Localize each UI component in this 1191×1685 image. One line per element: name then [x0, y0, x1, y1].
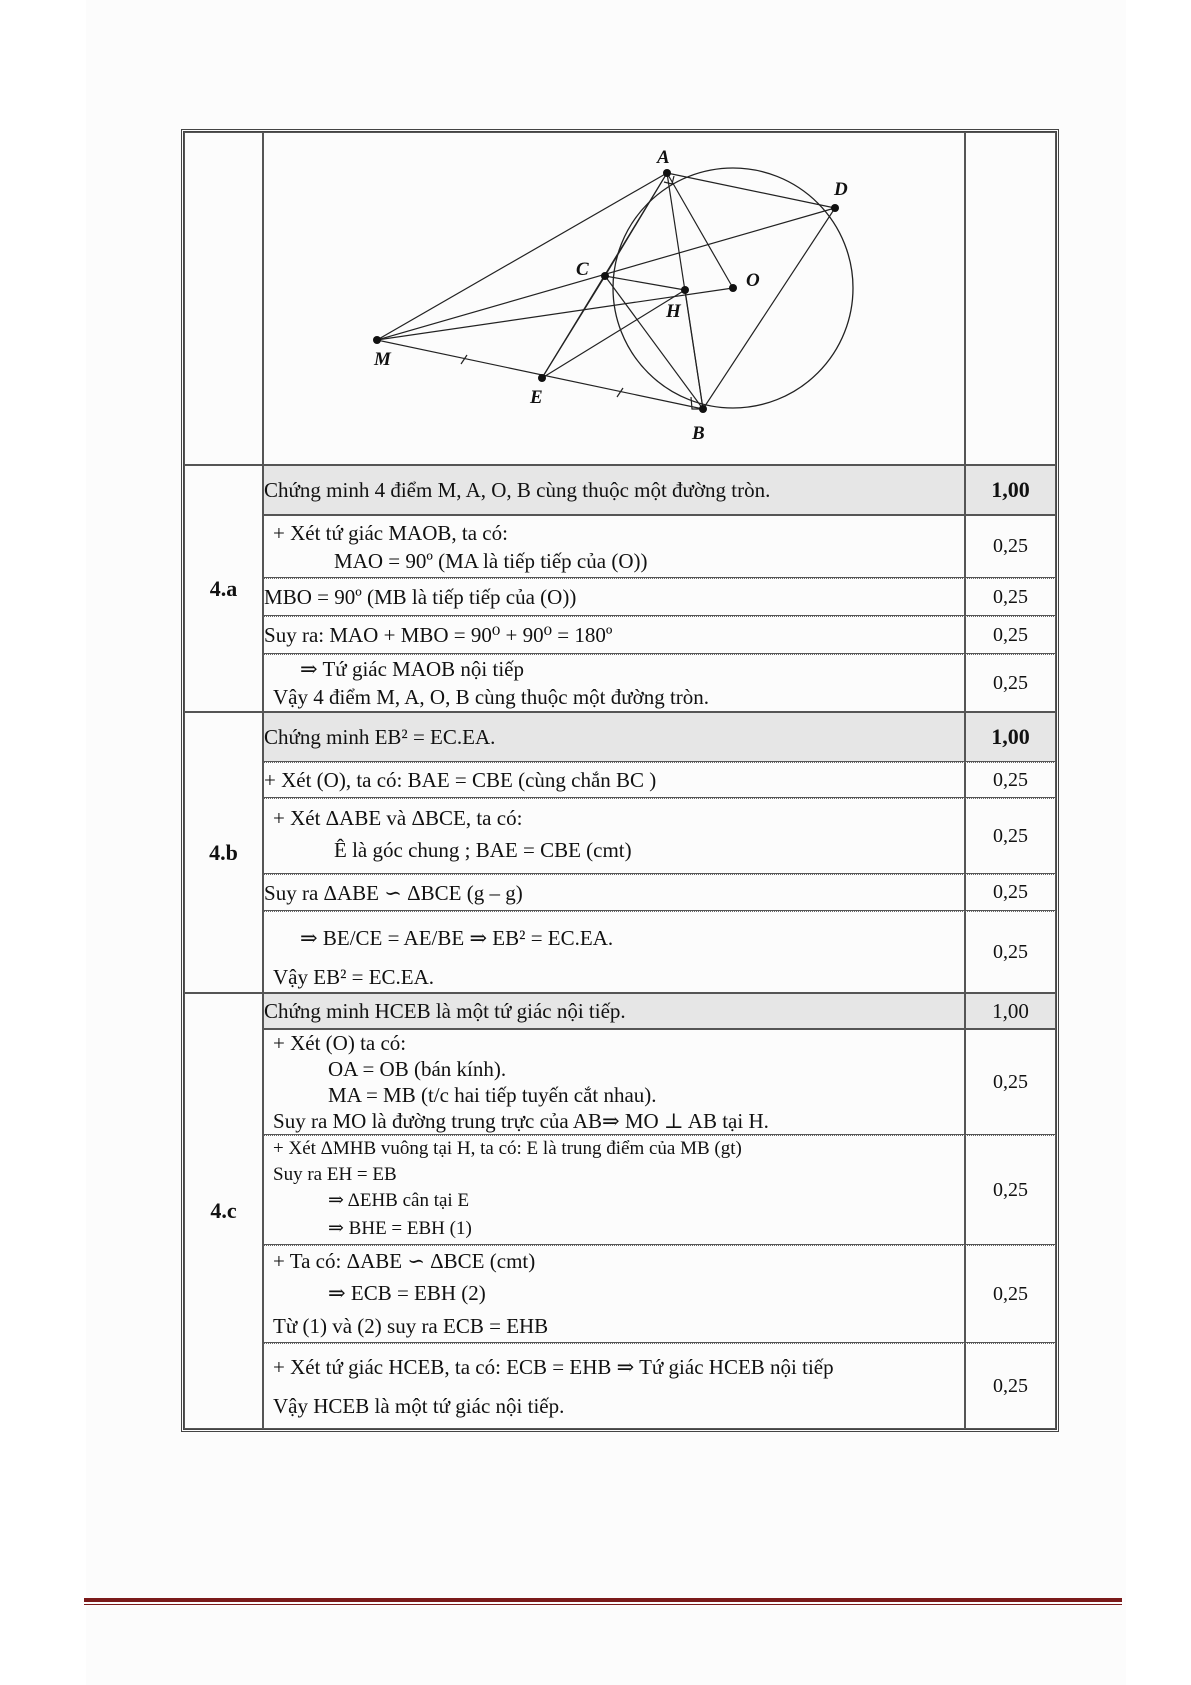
part-4b-header: Chứng minh EB² = EC.EA.: [263, 712, 965, 762]
part-4a-score2: 0,25: [965, 578, 1056, 616]
part-4a-score1: 0,25: [965, 515, 1056, 578]
part-4c-step1: [263, 1029, 965, 1135]
point-label-e: E: [530, 387, 543, 408]
step-line: ⇒ Tứ giác MAOB nội tiếp: [300, 657, 525, 681]
point-label-o: O: [746, 270, 760, 291]
step-line: ⇒ BHE = EBH (1): [328, 1218, 472, 1239]
part-4c-score3: 0,25: [965, 1245, 1056, 1343]
step-line: ⇒ ΔEHB cân tại E: [328, 1190, 470, 1211]
step-line: + Xét tứ giác HCEB, ta có: ECB = EHB ⇒ Tứ giác HCEB nội tiếp: [273, 1355, 834, 1379]
step-line: Suy ra EH = EB: [273, 1164, 397, 1185]
part-4b-score1: 0,25: [965, 762, 1056, 798]
part-4b-step3: Suy ra ΔABE ∽ ΔBCE (g – g): [263, 874, 965, 911]
step-line: Từ (1) và (2) suy ra ECB = EHB: [273, 1314, 549, 1338]
step-line: Suy ra MO là đường trung trực của AB⇒ MO ⊥ AB tại H.: [273, 1109, 769, 1133]
part-4c-score1: 0,25: [965, 1029, 1056, 1135]
point-label-c: C: [576, 259, 589, 280]
step-line: + Xét ΔABE và ΔBCE, ta có:: [273, 806, 523, 830]
part-4a-step2: MBO = 90º (MB là tiếp tiếp của (O)): [263, 578, 965, 616]
part-4b-step4: [263, 911, 965, 993]
part-4a-step4: [263, 654, 965, 712]
step-line: Vậy HCEB là một tứ giác nội tiếp.: [273, 1394, 565, 1418]
part-4a-header: Chứng minh 4 điểm M, A, O, B cùng thuộc một đường tròn.: [263, 465, 965, 515]
part-4a-header-score: 1,00: [965, 465, 1056, 515]
part-4c-score2: 0,25: [965, 1135, 1056, 1245]
step-line: Vậy EB² = EC.EA.: [273, 965, 435, 989]
figure-cell: [263, 132, 965, 465]
empty-label-cell: [184, 132, 263, 465]
step-line: Ê là góc chung ; BAE = CBE (cmt): [334, 838, 632, 862]
step-line: Vậy 4 điểm M, A, O, B cùng thuộc một đường tròn.: [273, 685, 710, 709]
part-4c-header-score: 1,00: [965, 993, 1056, 1029]
solution-table: [181, 129, 1059, 1432]
empty-score-cell: [965, 132, 1056, 465]
step-line: + Xét tứ giác MAOB, ta có:: [273, 520, 508, 545]
part-4b-step1: + Xét (O), ta có: BAE = CBE (cùng chắn BC ): [263, 762, 965, 798]
point-label-a: A: [657, 147, 670, 168]
point-label-b: B: [692, 423, 705, 444]
step-line: MAO = 90º (MA là tiếp tiếp của (O)): [334, 548, 648, 573]
point-label-h: H: [666, 301, 681, 322]
part-label-4b: 4.b: [184, 712, 263, 993]
part-4a-step1: [263, 515, 965, 578]
part-4c-header: Chứng minh HCEB là một tứ giác nội tiếp.: [263, 993, 965, 1029]
part-4b-score3: 0,25: [965, 874, 1056, 911]
part-4c-step2: [263, 1135, 965, 1245]
part-4a-step3: Suy ra: MAO + MBO = 90⁰ + 90⁰ = 180º: [263, 616, 965, 654]
part-4b-header-score: 1,00: [965, 712, 1056, 762]
geometry-figure: [264, 133, 964, 459]
part-4b-score2: 0,25: [965, 798, 1056, 874]
step-line: + Xét ΔMHB vuông tại H, ta có: E là trung điểm của MB (gt): [273, 1138, 742, 1159]
part-4b-step2: [263, 798, 965, 874]
part-4b-score4: 0,25: [965, 911, 1056, 993]
step-line: OA = OB (bán kính).: [328, 1057, 507, 1081]
part-4a-score3: 0,25: [965, 616, 1056, 654]
part-label-4c: 4.c: [184, 993, 263, 1429]
part-label-4a: 4.a: [184, 465, 263, 712]
figure-points: [373, 169, 839, 413]
part-4a-score4: 0,25: [965, 654, 1056, 712]
step-line: MA = MB (t/c hai tiếp tuyến cắt nhau).: [328, 1083, 657, 1107]
step-line: ⇒ ECB = EBH (2): [328, 1281, 486, 1305]
step-line: + Ta có: ΔABE ∽ ΔBCE (cmt): [273, 1249, 536, 1273]
footer-rule: [84, 1598, 1122, 1602]
footer-rule-thin: [84, 1604, 1122, 1605]
step-line: + Xét (O) ta có:: [273, 1031, 407, 1055]
point-label-d: D: [834, 179, 848, 200]
point-label-m: M: [374, 349, 391, 370]
part-4c-step4: [263, 1343, 965, 1429]
step-line: ⇒ BE/CE = AE/BE ⇒ EB² = EC.EA.: [300, 926, 614, 950]
figure-lines: [377, 173, 835, 409]
part-4c-step3: [263, 1245, 965, 1343]
part-4c-score4: 0,25: [965, 1343, 1056, 1429]
